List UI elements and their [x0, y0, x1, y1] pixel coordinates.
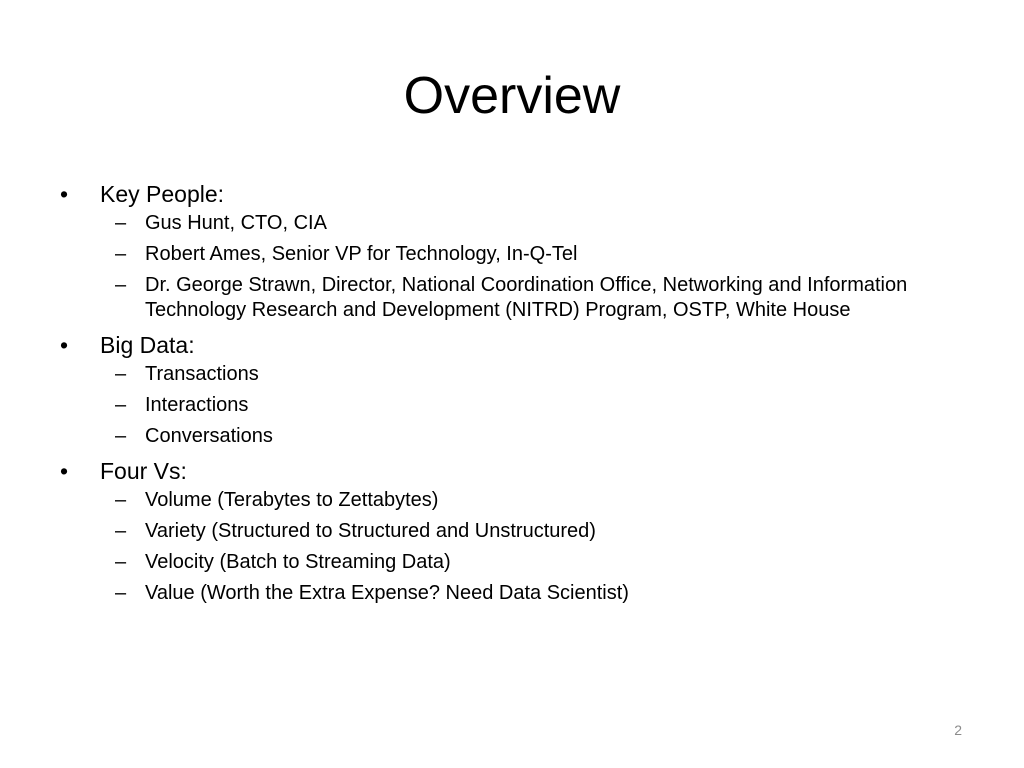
- bullet-big-data: [60, 329, 960, 449]
- dash-marker: –: [115, 425, 127, 447]
- slide-title: Overview: [403, 67, 621, 125]
- list-item: [100, 273, 960, 323]
- dash-marker: –: [115, 520, 127, 542]
- sub-list: [100, 488, 960, 606]
- list-item-text: Value (Worth the Extra Expense? Need Data Scientist): [145, 582, 629, 604]
- dash-marker: –: [115, 489, 127, 511]
- list-item: [100, 393, 960, 418]
- list-item-text: Interactions: [145, 394, 249, 416]
- list-item: [100, 211, 960, 236]
- list-item-text: Gus Hunt, CTO, CIA: [145, 212, 327, 234]
- bullet-marker: •: [60, 458, 69, 484]
- dash-marker: –: [115, 582, 127, 604]
- sub-list: [100, 362, 960, 449]
- page-number: 2: [954, 722, 962, 738]
- bullet-key-people: [60, 178, 960, 323]
- dash-marker: –: [115, 243, 127, 265]
- list-item: [100, 242, 960, 267]
- dash-marker: –: [115, 551, 127, 573]
- list-item: [100, 362, 960, 387]
- list-item-text: Robert Ames, Senior VP for Technology, In-Q-Tel: [145, 243, 578, 265]
- list-item: [100, 424, 960, 449]
- bullet-label: Key People:: [100, 181, 225, 207]
- bullet-four-vs: [60, 455, 960, 606]
- list-item: [100, 519, 960, 544]
- list-item: [100, 581, 960, 606]
- dash-marker: –: [115, 212, 127, 234]
- list-item: [100, 488, 960, 513]
- dash-marker: –: [115, 274, 127, 296]
- list-item-text: Transactions: [145, 363, 259, 385]
- list-item-text: Volume (Terabytes to Zettabytes): [145, 489, 439, 511]
- bullet-list: [60, 178, 960, 612]
- dash-marker: –: [115, 363, 127, 385]
- list-item-text: Variety (Structured to Structured and Unstructured): [145, 520, 596, 542]
- list-item-text: Velocity (Batch to Streaming Data): [145, 551, 451, 573]
- bullet-label: Big Data:: [100, 332, 195, 358]
- bullet-label: Four Vs:: [100, 458, 187, 484]
- list-item-text: Dr. George Strawn, Director, National Coordination Office, Networking and Information Technology Research and Development (NITRD) Program, OSTP, White House: [145, 274, 908, 321]
- list-item-text: Conversations: [145, 425, 273, 447]
- dash-marker: –: [115, 394, 127, 416]
- sub-list: [100, 211, 960, 323]
- bullet-marker: •: [60, 332, 69, 358]
- list-item: [100, 550, 960, 575]
- bullet-marker: •: [60, 181, 69, 207]
